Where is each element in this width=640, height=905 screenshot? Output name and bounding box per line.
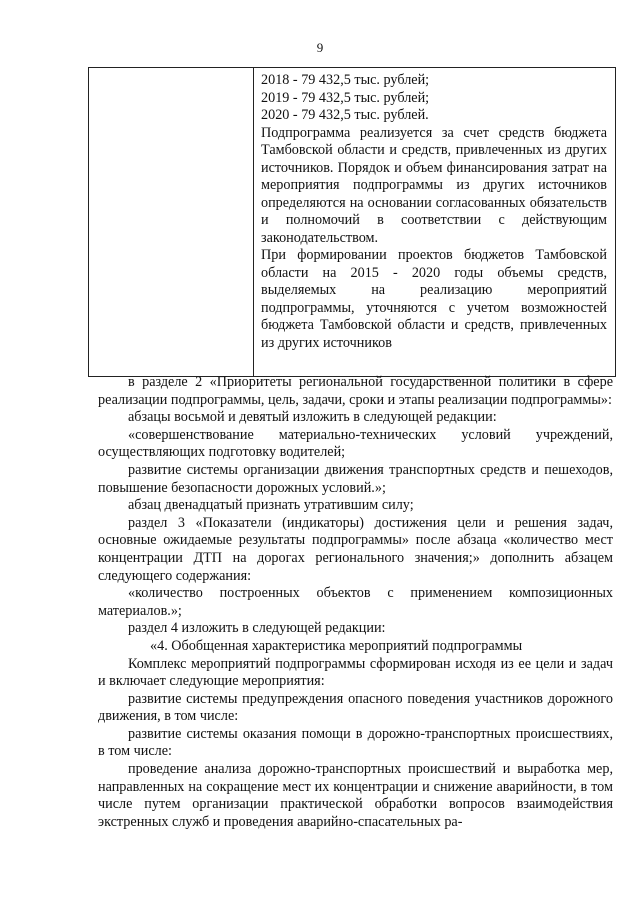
budget-planning-paragraph: При формировании проектов бюджетов Тамбовской области на 2015 - 2020 годы объемы средств, выделяемых на реализацию мероприятий подпрограммы, уточняются с учетом возможностей бюджета Тамбовской области и средств, привлеченных из других источников [261,247,607,351]
paragraph: Комплекс мероприятий подпрограммы сформирован исходя из ее цели и задач и включает следующие мероприятия: [98,655,613,690]
paragraph: «совершенствование материально-технических условий учреждений, осуществляющих подготовку водителей; [98,426,613,461]
paragraph: развитие системы организации движения транспортных средств и пешеходов, повышение безопасности дорожных условий.»; [98,461,613,496]
paragraph: развитие системы оказания помощи в дорожно-транспортных происшествиях, в том числе: [98,725,613,760]
funding-table [88,67,616,377]
paragraph: абзац двенадцатый признать утратившим силу; [128,497,414,514]
paragraph: проведение анализа дорожно-транспортных происшествий и выработка мер, направленных на сокращение мест их концентрации и снижение аварийности, в том числе путем организации практической обработки вопросов взаимодействия экстренных служб и проведения аварийно-спасательных ра- [98,761,613,830]
paragraph: «количество построенных объектов с применением композиционных материалов.»; [98,585,613,619]
funding-2020: 2020 - 79 432,5 тыс. рублей. [261,107,429,123]
funding-2018: 2018 - 79 432,5 тыс. рублей; [261,72,430,88]
page-number: 9 [316,40,324,55]
paragraph: в разделе 2 «Приоритеты региональной государственной политики в сфере реализации подпрограммы, цель, задачи, сроки и этапы реализации подпрограммы»: [98,374,613,408]
funding-2019: 2019 - 79 432,5 тыс. рублей; [261,89,430,106]
paragraph: раздел 4 изложить в следующей редакции: [128,620,386,637]
paragraph: раздел 3 «Показатели (индикаторы) достижения цели и решения задач, основные ожидаемые результаты подпрограммы» после абзаца «количество мест концентрации ДТП на дорогах регионального значения;» дополнить абзацем следующего содержания: [98,514,613,584]
document-body [98,374,613,831]
section-heading: «4. Обобщенная характеристика мероприятий подпрограммы [150,637,523,654]
paragraph: абзацы восьмой и девятый изложить в следующей редакции: [128,409,497,426]
table-right-cell [261,72,607,352]
paragraph: развитие системы предупреждения опасного поведения участников дорожного движения, в том числе: [98,690,613,725]
table-column-divider [253,68,254,376]
funding-sources-paragraph: Подпрограмма реализуется за счет средств бюджета Тамбовской области и средств, привлеченных из других источников. Порядок и объем финансирования затрат на мероприятия подпрограммы из других источников определяются на основании согласованных обязательств и полномочий в соответствии с действующим законодательством. [261,124,607,246]
